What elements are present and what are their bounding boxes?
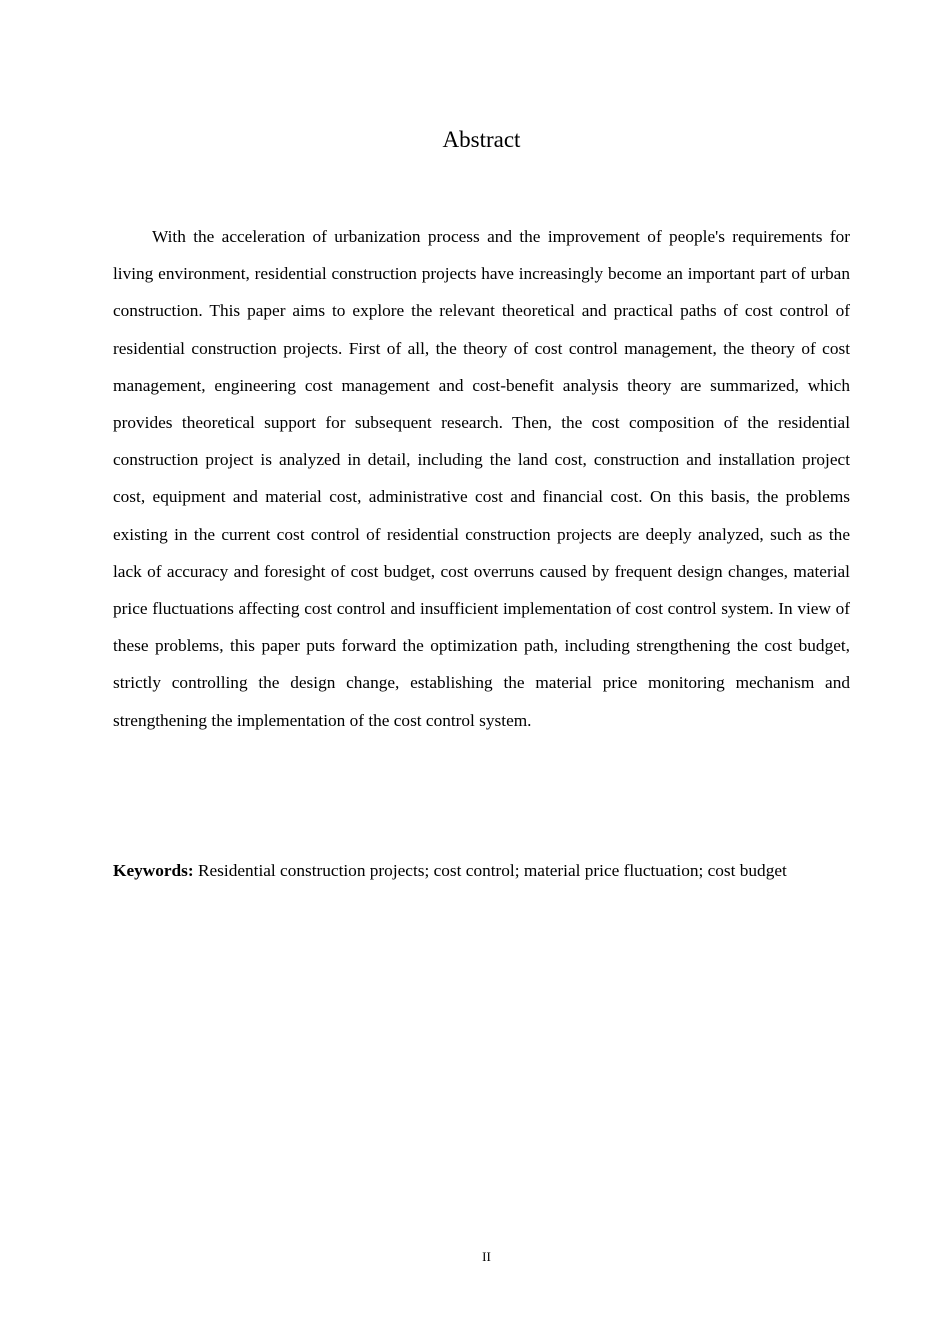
page-title: Abstract	[442, 127, 521, 152]
keywords-line	[113, 853, 850, 889]
page-number: II	[482, 1249, 491, 1264]
keywords-text: Residential construction projects; cost control; material price fluctuation; cost budget	[197, 861, 787, 880]
keywords-label: Keywords:	[113, 861, 194, 880]
abstract-paragraph: With the acceleration of urbanization process and the improvement of people's requirements for living environment, residential construction projects have increasingly become an important part of urban construction. This paper aims to explore the relevant theoretical and practical paths of cost control of residential construction projects. First of all, the theory of cost control management, the theory of cost management, engineering cost management and cost-benefit analysis theory are summarized, which provides theoretical support for subsequent research. Then, the cost composition of the residential construction project is analyzed in detail, including the land cost, construction and installation project cost, equipment and material cost, administrative cost and financial cost. On this basis, the problems existing in the current cost control of residential construction projects are deeply analyzed, such as the lack of accuracy and foresight of cost budget, cost overruns caused by frequent design changes, material price fluctuations affecting cost control and insufficient implementation of cost control system. In view of these problems, this paper puts forward the optimization path, including strengthening the cost budget, strictly controlling the design change, establishing the material price monitoring mechanism and strengthening the implementation of the cost control system.	[113, 227, 850, 730]
